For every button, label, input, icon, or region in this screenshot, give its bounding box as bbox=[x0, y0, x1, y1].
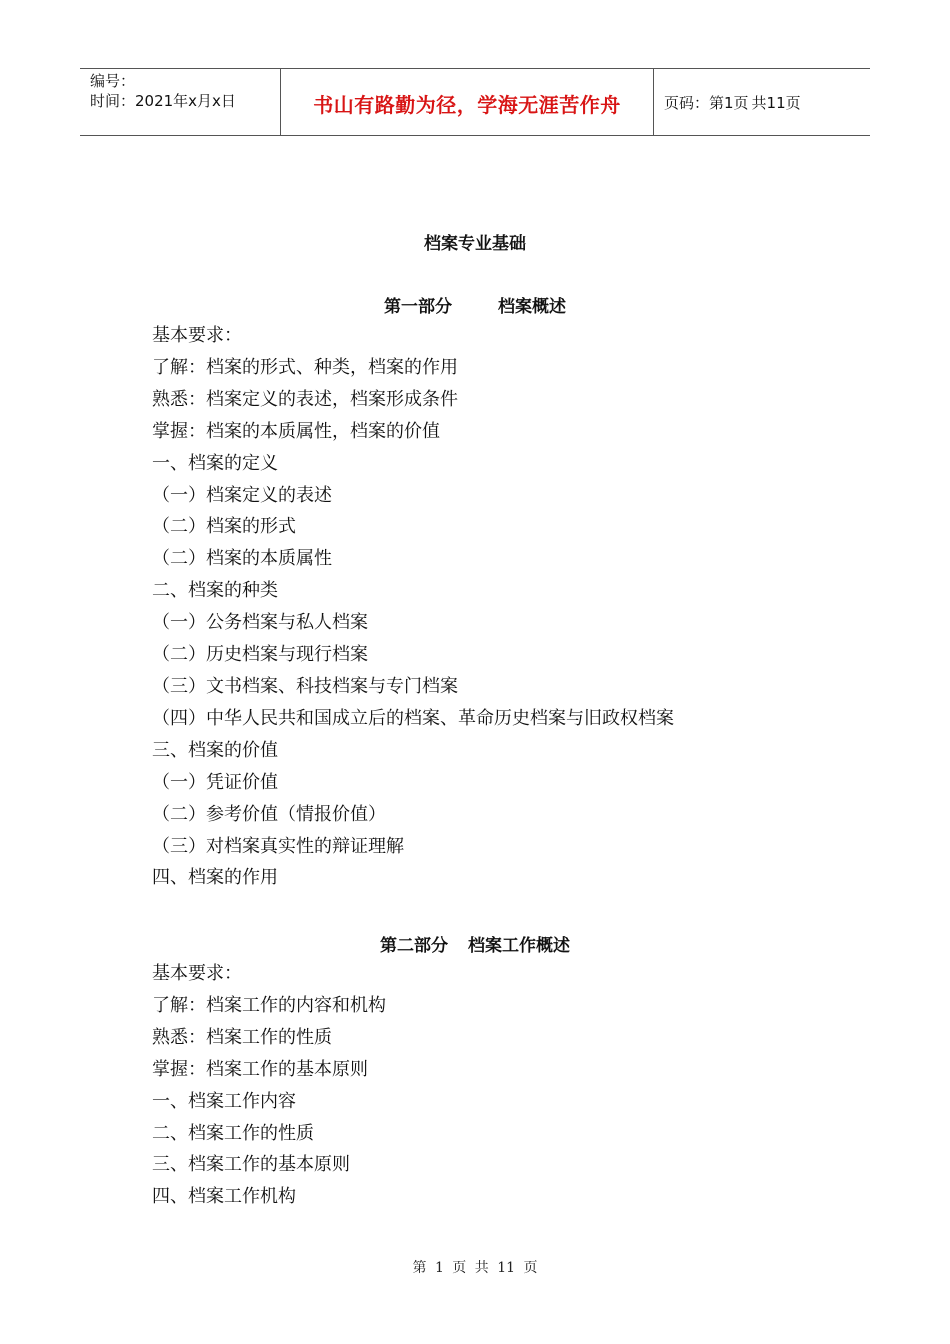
content-line: 了解：档案工作的内容和机构 bbox=[152, 994, 386, 1016]
document-header bbox=[80, 68, 870, 136]
content-line: （二）历史档案与现行档案 bbox=[152, 644, 368, 666]
content-line: 基本要求： bbox=[152, 963, 242, 984]
content-line: 四、档案工作机构 bbox=[152, 1186, 296, 1208]
content-line: （一）公务档案与私人档案 bbox=[152, 612, 368, 634]
content-line: （一）凭证价值 bbox=[152, 771, 278, 793]
content-line: 三、档案工作的基本原则 bbox=[152, 1154, 350, 1176]
content-line: （三）文书档案、科技档案与专门档案 bbox=[152, 675, 458, 697]
content-line: （三）对档案真实性的辩证理解 bbox=[152, 835, 404, 857]
content-line: 了解：档案的形式、种类，档案的作用 bbox=[152, 356, 458, 378]
content-line: 熟悉：档案定义的表述，档案形成条件 bbox=[152, 388, 458, 410]
content-line: （二）档案的形式 bbox=[152, 516, 296, 538]
section-heading-part1 bbox=[0, 292, 950, 317]
content-line: 掌握：档案工作的基本原则 bbox=[152, 1058, 368, 1080]
time-label: 时间：2021年x月x日 bbox=[90, 92, 236, 110]
content-line: 一、档案的定义 bbox=[152, 452, 278, 474]
content-line: 一、档案工作内容 bbox=[152, 1090, 296, 1112]
part1-name: 档案概述 bbox=[498, 297, 566, 317]
content-line: （二）参考价值（情报价值） bbox=[152, 803, 386, 825]
part2-name: 档案工作概述 bbox=[468, 936, 570, 956]
content-line: 二、档案的种类 bbox=[152, 580, 278, 602]
content-line: 熟悉：档案工作的性质 bbox=[152, 1026, 332, 1048]
part1-number: 第一部分 bbox=[384, 297, 452, 317]
part2-content bbox=[152, 958, 386, 1213]
part2-number: 第二部分 bbox=[380, 936, 448, 956]
content-line: 三、档案的价值 bbox=[152, 739, 278, 761]
content-line: 二、档案工作的性质 bbox=[152, 1122, 314, 1144]
page-label: 页码：第1页 bbox=[664, 93, 749, 112]
content-line: （二）档案的本质属性 bbox=[152, 548, 332, 570]
section-heading-part2 bbox=[0, 931, 950, 956]
document-title: 档案专业基础 bbox=[424, 234, 526, 254]
content-line: 掌握：档案的本质属性，档案的价值 bbox=[152, 420, 440, 442]
header-meta-cell bbox=[80, 69, 281, 135]
content-line: 四、档案的作用 bbox=[152, 867, 278, 889]
header-page-cell bbox=[654, 69, 870, 135]
header-motto: 书山有路勤为径，学海无涯苦作舟 bbox=[281, 69, 654, 135]
page-footer: 第 1 页 共 11 页 bbox=[412, 1260, 538, 1276]
total-pages-label: 共11页 bbox=[751, 93, 801, 112]
content-line: （四）中华人民共和国成立后的档案、革命历史档案与旧政权档案 bbox=[152, 707, 674, 729]
part1-content bbox=[152, 320, 674, 894]
number-label: 编号： bbox=[90, 72, 136, 90]
content-line: 基本要求： bbox=[152, 325, 242, 346]
content-line: （一）档案定义的表述 bbox=[152, 484, 332, 506]
